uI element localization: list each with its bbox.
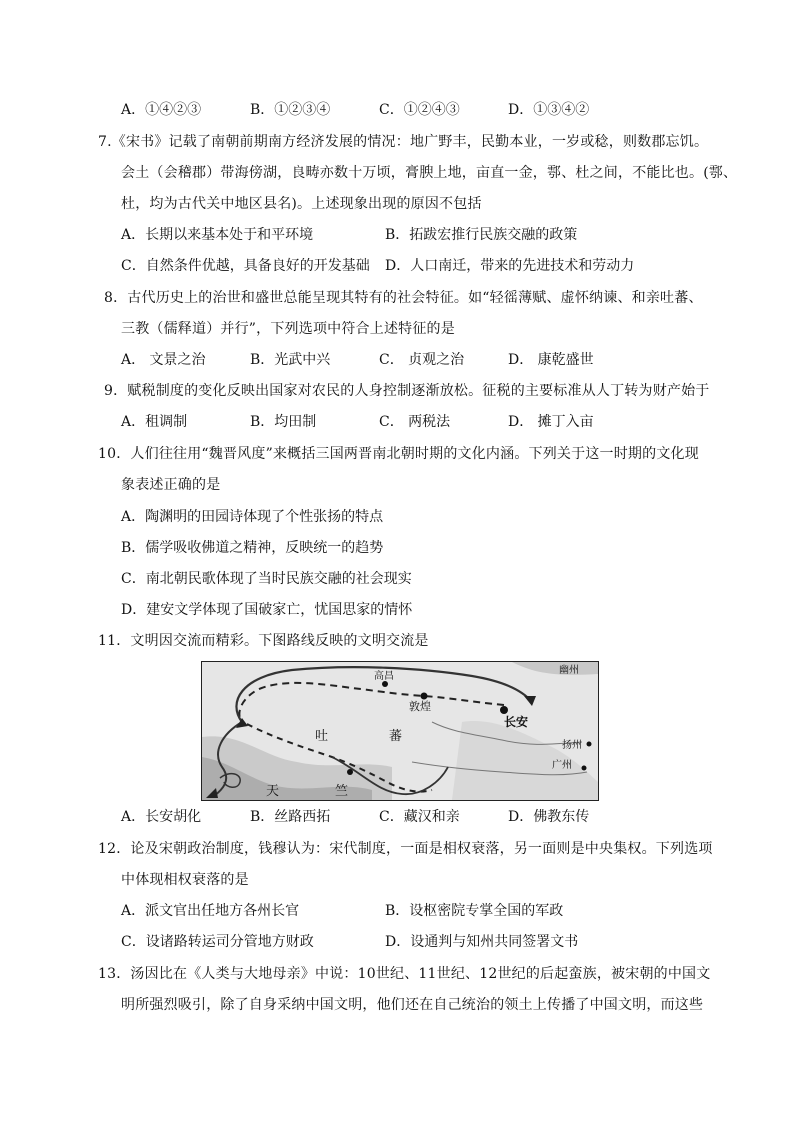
q12-option-c: C．设诸路转运司分管地方财政 [121,934,314,950]
q10-option-c: C．南北朝民歌体现了当时民族交融的社会现实 [121,571,412,587]
silk-road-map-svg [202,662,598,800]
q8-option-b: B．光武中兴 [250,352,331,368]
label-tian: 天 [266,784,280,799]
q7-option-c: C．自然条件优越，具备良好的开发基础 [121,258,370,274]
q10-stem-line-1: 10．人们往往用“魏晋风度”来概括三国两晋南北朝时期的文化内涵。下列关于这一时期的文化现 [98,446,699,462]
q8-option-a: A． 文景之治 [121,352,206,368]
q11-stem-line-1: 11．文明因交流而精彩。下图路线反映的文明交流是 [98,633,429,649]
q13-stem-line-2: 明所强烈吸引，除了自身采纳中国文明，他们还在自己统治的领土上传播了中国文明，而这些 [121,997,704,1013]
q8-stem-line-2: 三教（儒释道）并行”，下列选项中符合上述特征的是 [121,321,455,337]
yangzhou-dot [587,742,592,747]
q9-option-c: C． 两税法 [379,414,451,430]
label-youzhou: 幽州 [559,665,579,676]
q10-option-a: A．陶渊明的田园诗体现了个性张扬的特点 [121,509,384,525]
q9-option-b: B．均田制 [250,414,317,430]
q7-stem-line-1: 7.《宋书》记载了南朝前期南方经济发展的情况：地广野丰，民勤本业，一岁或稔，则数郡忘饥。 [98,134,709,150]
q11-option-a: A．长安胡化 [121,809,202,825]
q8-stem-line-1: 8．古代历史上的治世和盛世总能呈现其特有的社会特征。如“轻徭薄赋、虚怀纳谏、和亲吐蕃、 [104,290,703,306]
q7-option-d: D．人口南迁，带来的先进技术和劳动力 [385,258,635,274]
q12-option-d: D．设通判与知州共同签署文书 [385,934,579,950]
q6-option-a: A．①④②③ [121,102,202,118]
q10-option-d: D．建安文学体现了国破家亡，忧国思家的情怀 [121,602,413,618]
label-dunhuang: 敦煌 [409,700,431,713]
dunhuang-dot [421,693,428,700]
silk-road-map [201,661,599,801]
q12-stem-line-2: 中体现相权衰落的是 [121,872,249,888]
q7-stem-line-3: 杜，均为古代关中地区县名)。上述现象出现的原因不包括 [121,196,482,212]
label-guangzhou: 广州 [552,760,572,771]
q11-option-c: C．藏汉和亲 [379,809,460,825]
label-yangzhou: 扬州 [562,740,582,751]
q13-stem-line-1: 13．汤因比在《人类与大地母亲》中说：10世纪、11世纪、12世纪的后起蛮族，被宋朝的中国文 [98,966,711,982]
q12-option-b: B．设枢密院专掌全国的军政 [385,903,564,919]
q6-option-b: B．①②③④ [250,102,331,118]
label-changan: 长安 [504,715,529,729]
q7-option-a: A．长期以来基本处于和平环境 [121,227,314,243]
guangzhou-dot [582,766,587,771]
label-gaochang: 高昌 [374,671,394,682]
tianzhu-dot [347,769,353,775]
changan-dot [500,706,508,714]
q7-option-b: B．拓跋宏推行民族交融的政策 [385,227,578,243]
q8-option-c: C． 贞观之治 [379,352,465,368]
q7-stem-line-2: 会土（会稽郡）带海傍湖，良畴亦数十万顷，膏腴上地，亩直一金，鄠、杜之间，不能比也。(鄠、 [121,165,738,181]
q11-option-b: B．丝路西拓 [250,809,331,825]
q12-option-a: A．派文官出任地方各州长官 [121,903,300,919]
q9-option-a: A．租调制 [121,414,188,430]
q10-stem-line-2: 象表述正确的是 [121,477,221,493]
q12-stem-line-1: 12．论及宋朝政治制度，钱穆认为：宋代制度，一面是相权衰落，另一面则是中央集权。下列选项 [98,841,713,857]
q9-stem-line-1: 9．赋税制度的变化反映出国家对农民的人身控制逐渐放松。征税的主要标准从人丁转为财产始于 [104,383,710,399]
q8-option-d: D． 康乾盛世 [508,352,594,368]
q6-option-c: C．①②④③ [379,102,460,118]
q10-option-b: B．儒学吸收佛道之精神，反映统一的趋势 [121,540,384,556]
label-tu: 吐 [315,729,329,744]
q9-option-d: D． 摊丁入亩 [508,414,594,430]
label-bo: 蕃 [389,729,403,744]
q6-option-d: D．①③④② [508,102,590,118]
label-zhu: 竺 [335,784,349,799]
q11-option-d: D．佛教东传 [508,809,590,825]
